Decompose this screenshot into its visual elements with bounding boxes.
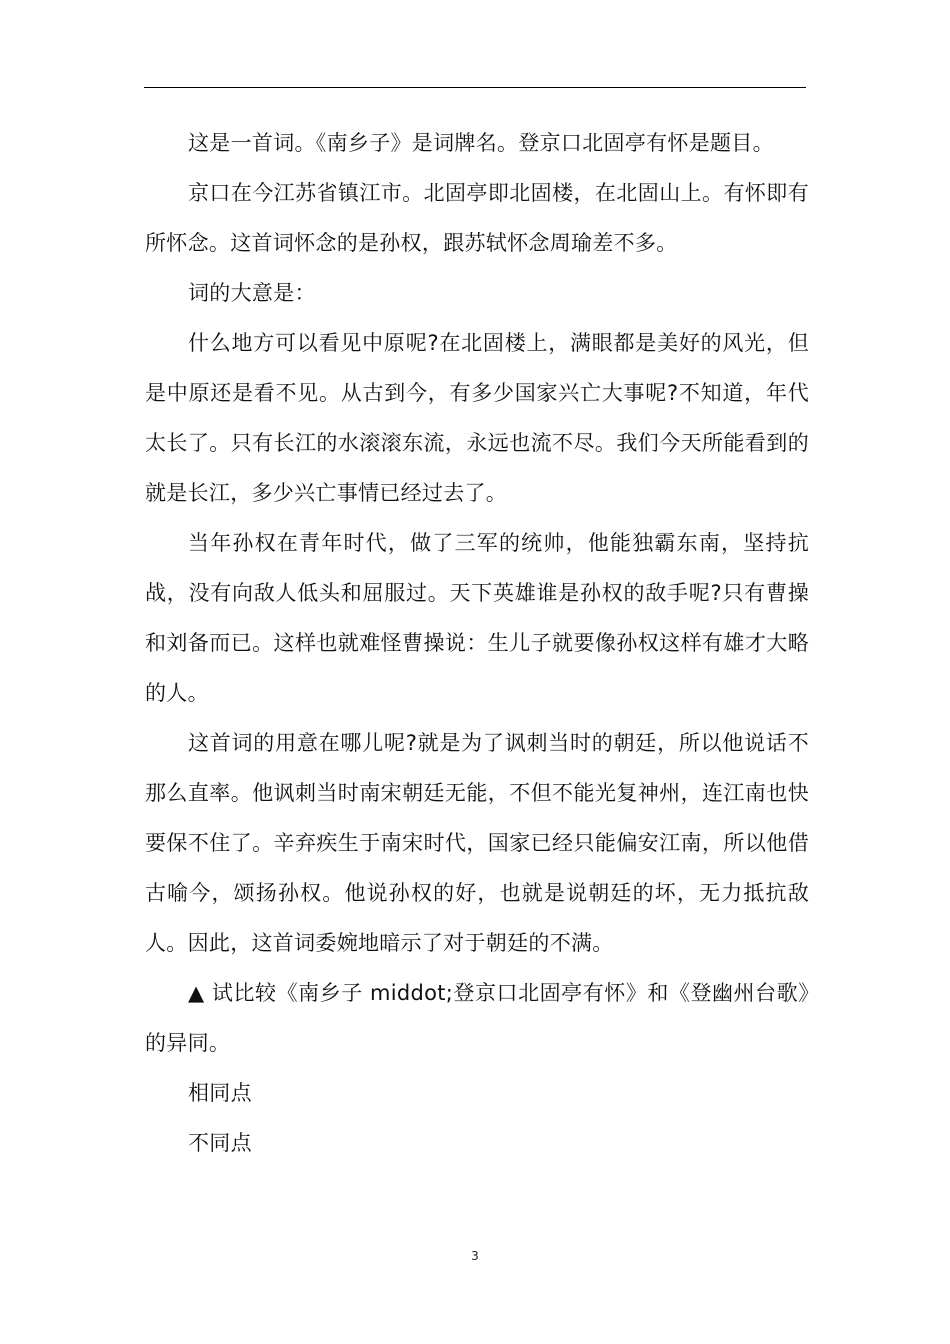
paragraph-exercise: ▲ 试比较《南乡子 middot;登京口北固亭有怀》和《登幽州台歌》的异同。 [145,981,809,1055]
page-number: 3 [471,1249,479,1263]
paragraph-intent: 这首词的用意在哪儿呢?就是为了讽刺当时的朝廷，所以他说话不那么直率。他讽刺当时南宋朝廷无能，不但不能光复神州，连江南也快要保不住了。辛弃疾生于南宋时代，国家已经只能偏安江南，所以他借古喻今，颂扬孙权。他说孙权的好，也就是说朝廷的坏，无力抵抗敌人。因此，这首词委婉地暗示了对于朝廷的不满。 [145,731,809,955]
paragraph-similarities: 相同点 [188,1081,252,1105]
paragraph-meaning-part2: 当年孙权在青年时代，做了三军的统帅，他能独霸东南，坚持抗战，没有向敌人低头和屈服过。天下英雄谁是孙权的敌手呢?只有曹操和刘备而已。这样也就难怪曹操说：生儿子就要像孙权这样有雄才大略的人。 [145,531,809,705]
paragraph-title-explanation: 京口在今江苏省镇江市。北固亭即北固楼，在北固山上。有怀即有所怀念。这首词怀念的是孙权，跟苏轼怀念周瑜差不多。 [145,181,809,255]
paragraph-meaning-part1: 什么地方可以看见中原呢?在北固楼上，满眼都是美好的风光，但是中原还是看不见。从古到今，有多少国家兴亡大事呢?不知道，年代太长了。只有长江的水滚滚东流，永远也流不尽。我们今天所能看到的就是长江，多少兴亡事情已经过去了。 [145,331,809,505]
paragraph-meaning-heading: 词的大意是： [188,281,316,305]
header-rule [144,87,806,88]
paragraph-differences: 不同点 [188,1131,252,1155]
paragraph-intro: 这是一首词。《南乡子》是词牌名。登京口北固亭有怀是题目。 [188,131,774,155]
document-body [145,118,809,1168]
